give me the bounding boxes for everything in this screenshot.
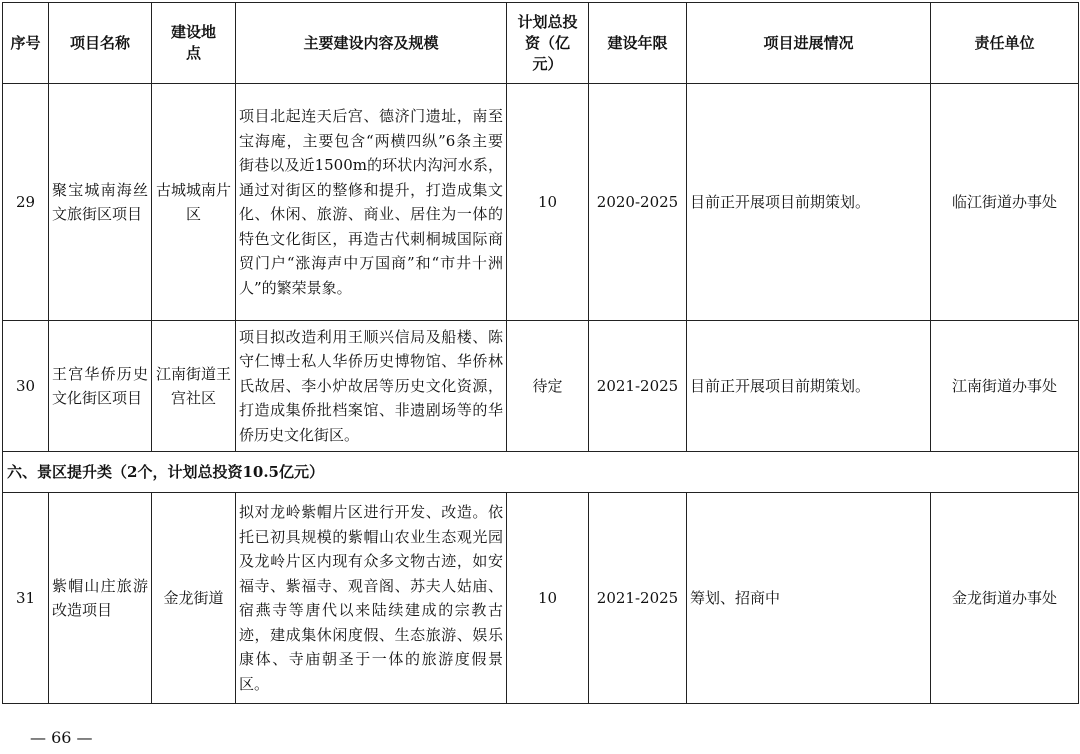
section-row <box>3 452 1079 493</box>
header-location: 建设地点 <box>152 3 236 84</box>
cell-name: 紫帽山庄旅游改造项目 <box>49 493 152 704</box>
cell-location: 江南街道王宫社区 <box>152 321 236 452</box>
header-name: 项目名称 <box>49 3 152 84</box>
header-no: 序号 <box>3 3 49 84</box>
cell-period: 2020-2025 <box>589 84 687 321</box>
cell-investment: 10 <box>507 84 589 321</box>
cell-name: 聚宝城南海丝文旅街区项目 <box>49 84 152 321</box>
section-title: 六、景区提升类（2个，计划总投资10.5亿元） <box>3 452 1079 493</box>
cell-period: 2021-2025 <box>589 493 687 704</box>
cell-no: 29 <box>3 84 49 321</box>
cell-name: 王宫华侨历史文化街区项目 <box>49 321 152 452</box>
cell-unit: 临江街道办事处 <box>931 84 1079 321</box>
header-content: 主要建设内容及规模 <box>236 3 507 84</box>
cell-progress: 筹划、招商中 <box>687 493 931 704</box>
cell-investment: 待定 <box>507 321 589 452</box>
header-period: 建设年限 <box>589 3 687 84</box>
cell-content: 项目北起连天后宫、德济门遗址，南至宝海庵，主要包含“两横四纵”6条主要街巷以及近1500m的环状内沟河水系，通过对街区的整修和提升，打造成集文化、休闲、旅游、商业、居住为一体的特色文化街区，再造古代刺桐城国际商贸门户“涨海声中万国商”和“市井十洲人”的繁荣景象。 <box>236 84 507 321</box>
project-table <box>2 2 1079 704</box>
cell-no: 30 <box>3 321 49 452</box>
cell-investment: 10 <box>507 493 589 704</box>
cell-location: 古城城南片区 <box>152 84 236 321</box>
header-row <box>3 3 1079 84</box>
table-row <box>3 84 1079 321</box>
table-row <box>3 321 1079 452</box>
cell-period: 2021-2025 <box>589 321 687 452</box>
cell-content: 项目拟改造利用王顺兴信局及船楼、陈守仁博士私人华侨历史博物馆、华侨林氏故居、李小炉故居等历史文化资源，打造成集侨批档案馆、非遗剧场等的华侨历史文化街区。 <box>236 321 507 452</box>
cell-progress: 目前正开展项目前期策划。 <box>687 84 931 321</box>
cell-no: 31 <box>3 493 49 704</box>
cell-unit: 金龙街道办事处 <box>931 493 1079 704</box>
table-row <box>3 493 1079 704</box>
header-investment: 计划总投资（亿元） <box>507 3 589 84</box>
header-progress: 项目进展情况 <box>687 3 931 84</box>
cell-unit: 江南街道办事处 <box>931 321 1079 452</box>
cell-progress: 目前正开展项目前期策划。 <box>687 321 931 452</box>
header-unit: 责任单位 <box>931 3 1079 84</box>
cell-location: 金龙街道 <box>152 493 236 704</box>
cell-content: 拟对龙岭紫帽片区进行开发、改造。依托已初具规模的紫帽山农业生态观光园及龙岭片区内现有众多文物古迹，如安福寺、紫福寺、观音阁、苏夫人姑庙、宿燕寺等唐代以来陆续建成的宗教古迹，建成集休闲度假、生态旅游、娱乐康体、寺庙朝圣于一体的旅游度假景区。 <box>236 493 507 704</box>
page-number: — 66 — <box>30 728 93 747</box>
